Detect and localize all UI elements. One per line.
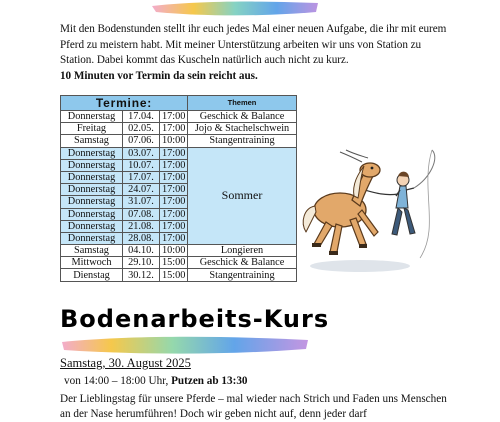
row-topic: Stangentraining bbox=[188, 269, 297, 281]
row-day: Donnerstag bbox=[61, 171, 123, 183]
row-day: Donnerstag bbox=[61, 220, 123, 232]
row-time: 17:00 bbox=[160, 208, 188, 220]
row-date: 29.10. bbox=[123, 257, 160, 269]
row-day: Donnerstag bbox=[61, 208, 123, 220]
row-topic: Longieren bbox=[188, 245, 297, 257]
row-day: Samstag bbox=[61, 245, 123, 257]
table-row bbox=[61, 111, 297, 123]
arrival-note: 10 Minuten vor Termin da sein reicht aus. bbox=[60, 69, 258, 82]
table-row bbox=[61, 135, 297, 147]
row-time: 17:00 bbox=[160, 159, 188, 171]
row-date: 02.05. bbox=[123, 123, 160, 135]
row-day: Donnerstag bbox=[61, 111, 123, 123]
table-row bbox=[61, 245, 297, 257]
row-time: 17:00 bbox=[160, 123, 188, 135]
row-time: 10:00 bbox=[160, 245, 188, 257]
intro-text: Mit den Bodenstunden stellt ihr euch jedes Mal einer neuen Aufgabe, die ihr mit eurem Pferd zu meistern habt. Mit meiner Unterstützung arbeiten wir uns von Station zu Station. Dabei kommt das Kuscheln natürlich auch nicht zu kurz. bbox=[60, 23, 447, 67]
row-time: 15:00 bbox=[160, 257, 188, 269]
row-time: 10:00 bbox=[160, 135, 188, 147]
table-header-row bbox=[61, 96, 297, 111]
row-date: 17.07. bbox=[123, 171, 160, 183]
kurs-title: Bodenarbeits-Kurs bbox=[60, 305, 330, 333]
row-date: 30.12. bbox=[123, 269, 160, 281]
row-time: 17:00 bbox=[160, 232, 188, 244]
row-date: 31.07. bbox=[123, 196, 160, 208]
row-topic: Stangentraining bbox=[188, 135, 297, 147]
row-time: 15:00 bbox=[160, 269, 188, 281]
header-themen: Themen bbox=[188, 96, 297, 111]
intro-paragraph bbox=[60, 22, 452, 84]
kurs-time bbox=[64, 375, 248, 387]
table-row bbox=[61, 123, 297, 135]
row-date: 10.07. bbox=[123, 159, 160, 171]
schedule-table bbox=[60, 95, 297, 282]
header-termine: Termine: bbox=[61, 96, 188, 111]
row-date: 04.10. bbox=[123, 245, 160, 257]
row-day: Donnerstag bbox=[61, 147, 123, 159]
row-date: 07.06. bbox=[123, 135, 160, 147]
kurs-description: Der Lieblingstag für unsere Pferde – mal wieder nach Strich und Faden uns Menschen an der Nase herumführen! Doch wir geben nicht auf, denn jeder darf bbox=[60, 393, 447, 420]
rainbow-brush-stroke-top bbox=[150, 0, 320, 18]
row-date: 17.04. bbox=[123, 111, 160, 123]
row-time: 17:00 bbox=[160, 220, 188, 232]
row-day: Donnerstag bbox=[61, 159, 123, 171]
row-date: 28.08. bbox=[123, 232, 160, 244]
row-topic: Geschick & Balance bbox=[188, 111, 297, 123]
row-day: Donnerstag bbox=[61, 232, 123, 244]
row-time: 17:00 bbox=[160, 196, 188, 208]
row-day: Donnerstag bbox=[61, 196, 123, 208]
row-day: Samstag bbox=[61, 135, 123, 147]
row-date: 03.07. bbox=[123, 147, 160, 159]
row-time: 17:00 bbox=[160, 171, 188, 183]
table-row bbox=[61, 257, 297, 269]
row-date: 24.07. bbox=[123, 184, 160, 196]
row-day: Freitag bbox=[61, 123, 123, 135]
row-day: Donnerstag bbox=[61, 184, 123, 196]
kurs-time-range: von 14:00 – 18:00 Uhr, bbox=[64, 375, 172, 387]
cartoon-horse-illustration bbox=[300, 148, 450, 278]
row-topic: Jojo & Stachelschwein bbox=[188, 123, 297, 135]
row-time: 17:00 bbox=[160, 184, 188, 196]
row-day: Mittwoch bbox=[61, 257, 123, 269]
row-topic: Geschick & Balance bbox=[188, 257, 297, 269]
rainbow-brush-stroke-bottom bbox=[60, 334, 310, 356]
kurs-date: Samstag, 30. August 2025 bbox=[60, 356, 191, 370]
row-time: 17:00 bbox=[160, 111, 188, 123]
row-time: 17:00 bbox=[160, 147, 188, 159]
table-row bbox=[61, 147, 297, 159]
table-row bbox=[61, 269, 297, 281]
row-date: 21.08. bbox=[123, 220, 160, 232]
row-date: 07.08. bbox=[123, 208, 160, 220]
summer-topic: Sommer bbox=[188, 147, 297, 245]
row-day: Dienstag bbox=[61, 269, 123, 281]
kurs-grooming-time: Putzen ab 13:30 bbox=[171, 375, 248, 387]
